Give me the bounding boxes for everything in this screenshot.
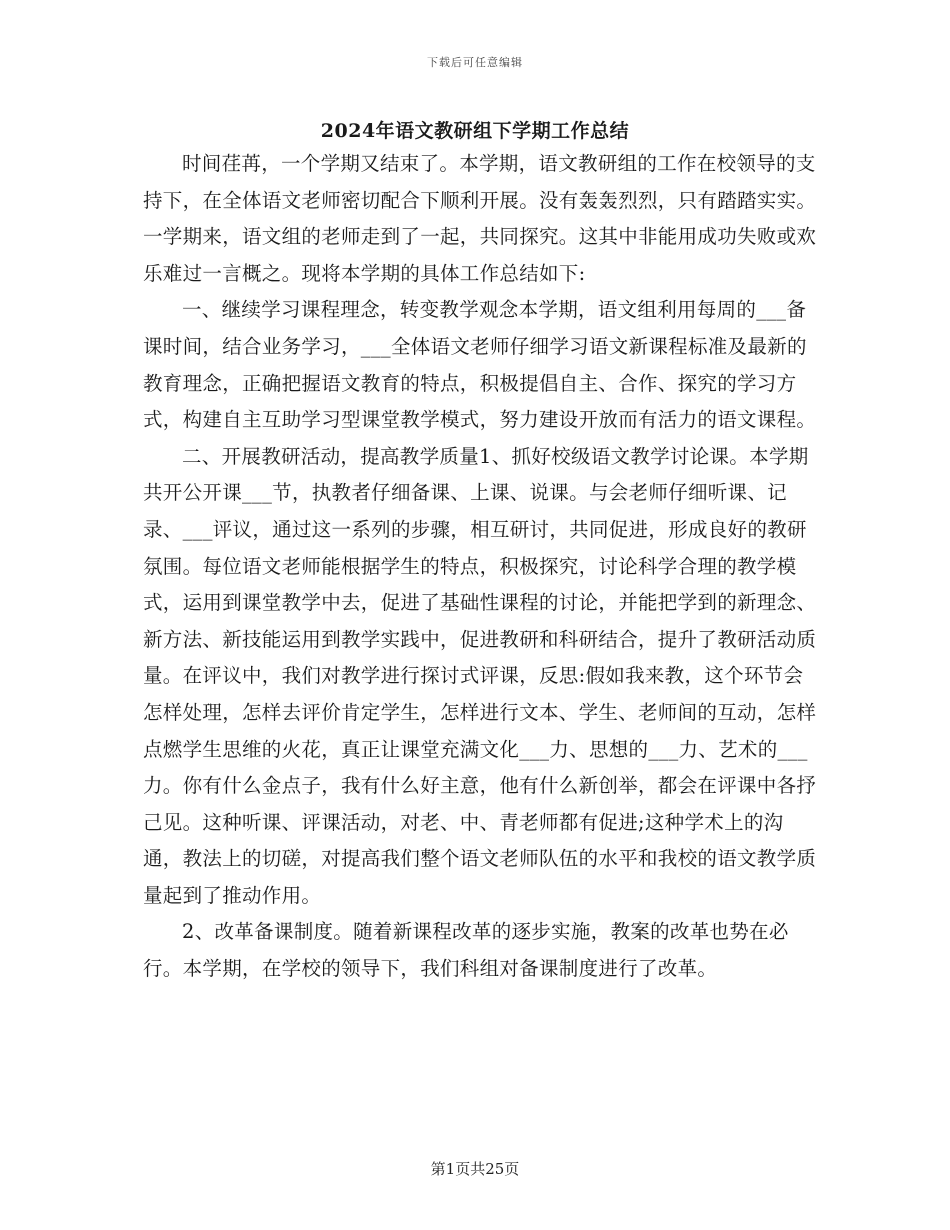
paragraph-section-1: 一、继续学习课程理念，转变教学观念本学期，语文组利用每周的___备课时间，结合业务学习，___全体语文老师仔细学习语文新课程标准及最新的教育理念，正确把握语文教育的特点，积极提倡自主、合作、探究的学习方式，构建自主互助学习型课堂教学模式，努力建设开放而有活力的语文课程。 xyxy=(143,298,817,432)
document-body xyxy=(143,146,823,988)
document-title: 2024年语文教研组下学期工作总结 xyxy=(320,120,630,142)
page-footer: 第1页共25页 xyxy=(430,1160,520,1178)
paragraph-section-2-item-2: 2、改革备课制度。随着新课程改革的逐步实施，教案的改革也势在必行。本学期，在学校的领导下，我们科组对备课制度进行了改革。 xyxy=(143,920,789,981)
paragraph-intro: 时间荏苒，一个学期又结束了。本学期，语文教研组的工作在校领导的支持下，在全体语文老师密切配合下顺利开展。没有轰轰烈烈，只有踏踏实实。一学期来，语文组的老师走到了一起，共同探究。这其中非能用成功失败或欢乐难过一言概之。现将本学期的具体工作总结如下: xyxy=(143,152,817,285)
paragraph-section-2: 二、开展教研活动，提高教学质量1、抓好校级语文教学讨论课。本学期共开公开课___节，执教者仔细备课、上课、说课。与会老师仔细听课、记录、___评议，通过这一系列的步骤，相互研讨，共同促进，形成良好的教研氛围。每位语文老师能根据学生的特点，积极探究，讨论科学合理的教学模式，运用到课堂教学中去，促进了基础性课程的讨论，并能把学到的新理念、新方法、新技能运用到教学实践中，促进教研和科研结合，提升了教研活动质量。在评议中，我们对教学进行探讨式评课，反思:假如我来教，这个环节会怎样处理，怎样去评价肯定学生，怎样进行文本、学生、老师间的互动，怎样点燃学生思维的火花，真正让课堂充满文化___力、思想的___力、艺术的___力。你有什么金点子，我有什么好主意，他有什么新创举，都会在评课中各抒己见。这种听课、评课活动，对老、中、青老师都有促进;这种学术上的沟通，教法上的切磋，对提高我们整个语文老师队伍的水平和我校的语文教学质量起到了推动作用。 xyxy=(143,444,817,907)
header-note: 下载后可任意编辑 xyxy=(427,56,523,69)
